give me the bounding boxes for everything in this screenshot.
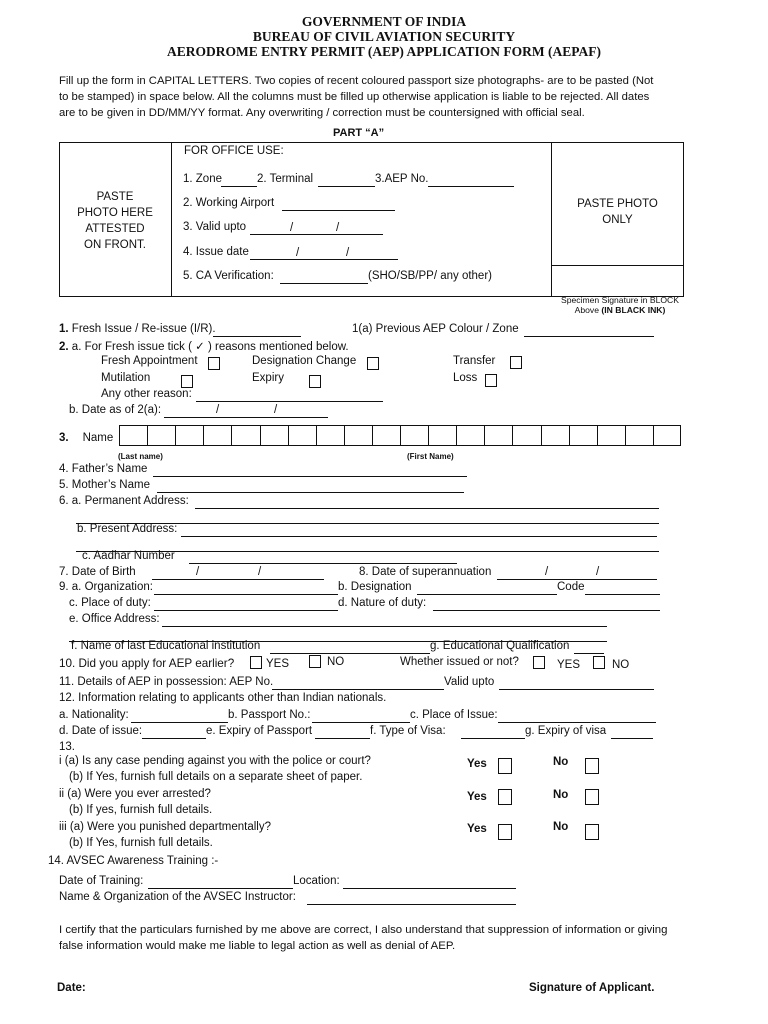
arrested-details: (b) If yes, furnish full details. — [69, 804, 213, 816]
terminal-label: 2. Terminal — [257, 173, 314, 185]
ca-verification-field[interactable] — [280, 283, 368, 284]
name-char-divider — [372, 426, 373, 445]
police-case-details: (b) If Yes, furnish full details on a separate sheet of paper. — [69, 771, 363, 783]
mothers-name-field[interactable] — [157, 492, 464, 493]
q1-label: Fresh Issue / Re-issue (I/R). — [71, 323, 216, 335]
dob-field[interactable] — [152, 579, 324, 580]
police-case-question: i (a) Is any case pending against you with the police or court? — [59, 755, 371, 767]
place-of-issue-field[interactable] — [498, 722, 656, 723]
divider — [171, 142, 172, 297]
q11-label: 11. Details of AEP in possession: AEP No. — [59, 676, 274, 688]
prev-aep-label: 1(a) Previous AEP Colour / Zone — [352, 323, 519, 335]
permanent-address-field[interactable] — [195, 508, 659, 509]
edu-institution-label: f. Name of last Educational institution — [71, 640, 261, 652]
expiry-checkbox[interactable] — [309, 375, 321, 388]
q2-label: ) reasons mentioned below. — [207, 341, 349, 353]
name-char-divider — [231, 426, 232, 445]
name-char-divider — [512, 426, 513, 445]
name-char-divider — [203, 426, 204, 445]
date-as-label: b. Date as of 2(a): — [69, 404, 162, 416]
yes-label: Yes — [467, 758, 487, 770]
fresh-appointment-label: Fresh Appointment — [101, 355, 198, 367]
applied-no-label: NO — [327, 656, 345, 668]
prev-aep-field[interactable] — [524, 336, 654, 337]
valid-upto-label: 3. Valid upto — [183, 221, 247, 233]
instructor-field[interactable] — [307, 904, 516, 905]
punished-details: (b) If Yes, furnish full details. — [69, 837, 213, 849]
edu-institution-field[interactable] — [270, 653, 430, 654]
divider — [551, 142, 552, 297]
q2 — [59, 339, 349, 353]
arrested-yes-checkbox[interactable] — [498, 789, 512, 805]
date-label: Date: — [57, 982, 86, 994]
fathers-name-label: 4. Father’s Name — [59, 463, 148, 475]
issued-no-checkbox[interactable] — [593, 656, 605, 669]
q11-valid-label: Valid upto — [444, 676, 495, 688]
working-airport-field[interactable] — [282, 210, 395, 211]
mutilation-label: Mutilation — [101, 372, 151, 384]
passport-no-label: b. Passport No.: — [228, 709, 311, 721]
issued-yes-label: YES — [557, 659, 581, 671]
instructor-label: Name & Organization of the AVSEC Instructor: — [59, 891, 296, 903]
transfer-checkbox[interactable] — [510, 356, 522, 369]
punished-question: iii (a) Were you punished departmentally? — [59, 821, 272, 833]
signature-label[interactable]: Signature of Applicant. — [529, 982, 655, 994]
organization-field[interactable] — [154, 594, 338, 595]
date-as-field[interactable] — [164, 417, 328, 418]
code-label: Code — [557, 581, 585, 593]
slash: / — [196, 566, 200, 578]
name-char-divider — [456, 426, 457, 445]
part-label: PART “A” — [333, 127, 385, 139]
q-num: 2. — [59, 341, 69, 353]
punished-yes-checkbox[interactable] — [498, 824, 512, 840]
ca-verification-options: (SHO/SB/PP/ any other) — [368, 270, 492, 282]
aadhar-label: c. Aadhar Number — [82, 550, 175, 562]
q12-label: 12. Information relating to applicants other than Indian nationals. — [59, 692, 387, 704]
training-location-field[interactable] — [343, 888, 516, 889]
place-of-issue-label: c. Place of Issue: — [410, 709, 498, 721]
designation-field[interactable] — [417, 594, 557, 595]
specimen-text: (IN BLACK INK) — [601, 305, 666, 315]
photo-attested-area[interactable] — [62, 189, 168, 253]
name-char-divider — [653, 426, 654, 445]
fathers-name-field[interactable] — [153, 476, 467, 477]
other-reason-field[interactable] — [196, 401, 383, 402]
applied-no-checkbox[interactable] — [309, 655, 321, 668]
yes-label: Yes — [467, 823, 487, 835]
nationality-label: a. Nationality: — [59, 709, 129, 721]
punished-no-checkbox[interactable] — [585, 824, 599, 840]
photo-text: ON FRONT. — [84, 239, 146, 251]
mothers-name-label: 5. Mother’s Name — [59, 479, 150, 491]
passport-expiry-field[interactable] — [315, 738, 370, 739]
ca-verification-label: 5. CA Verification: — [183, 270, 274, 282]
specimen-text: Specimen Signature in BLOCK — [561, 295, 679, 305]
photo-text: PASTE — [96, 191, 134, 203]
photo-text: PASTE PHOTO — [577, 198, 658, 210]
tick-icon: ✓ — [195, 341, 205, 353]
slash: / — [216, 404, 220, 416]
valid-upto-field[interactable] — [250, 234, 383, 235]
aadhar-field[interactable] — [189, 563, 457, 564]
arrested-no-checkbox[interactable] — [585, 789, 599, 805]
signature-divider — [551, 265, 684, 266]
q11-valid-field[interactable] — [499, 689, 654, 690]
place-of-duty-field[interactable] — [154, 610, 338, 611]
photo-paste-area[interactable] — [553, 196, 682, 228]
slash: / — [274, 404, 278, 416]
name-label: Name — [82, 432, 114, 444]
nationality-field[interactable] — [131, 722, 228, 723]
date-of-issue-label: d. Date of issue: — [59, 725, 143, 737]
no-label: No — [553, 756, 569, 768]
q10-label: 10. Did you apply for AEP earlier? — [59, 657, 235, 670]
q1 — [59, 323, 216, 335]
applied-yes-checkbox[interactable] — [250, 656, 262, 669]
training-date-field[interactable] — [148, 888, 293, 889]
name-char-divider — [147, 426, 148, 445]
transfer-label: Transfer — [453, 355, 496, 367]
office-address-label: e. Office Address: — [69, 613, 160, 625]
slash: / — [336, 222, 340, 234]
name-char-divider — [569, 426, 570, 445]
form-title: AERODROME ENTRY PERMIT (AEP) APPLICATION FORM (AEPAF) — [166, 44, 601, 59]
place-of-duty-label: c. Place of duty: — [69, 597, 151, 609]
name-char-divider — [484, 426, 485, 445]
q3 — [59, 432, 113, 444]
superannuation-field[interactable] — [497, 579, 657, 580]
office-address-field[interactable] — [162, 626, 607, 627]
q14-label: 14. AVSEC Awareness Training :- — [48, 855, 219, 867]
permanent-address-label: 6. a. Permanent Address: — [59, 495, 189, 507]
q13-num: 13. — [59, 741, 75, 753]
passport-no-field[interactable] — [312, 722, 410, 723]
slash: / — [596, 566, 600, 578]
issue-date-field[interactable] — [250, 259, 398, 260]
police-case-no-checkbox[interactable] — [585, 758, 599, 774]
issued-label: Whether issued or not? — [400, 656, 519, 668]
fresh-appointment-checkbox[interactable] — [208, 357, 220, 370]
instructions: Fill up the form in CAPITAL LETTERS. Two copies of recent coloured passport size photographs- are to be pasted (Not to be stamped) in space below. All the columns must be filled up otherwise application is liable to be rejected. All dates are to be given in DD/MM/YY format. Any overwriting / correction must be countersigned with official seal. — [59, 75, 654, 120]
name-char-divider — [541, 426, 542, 445]
visa-type-field[interactable] — [461, 738, 525, 739]
photo-text: PHOTO HERE — [77, 207, 153, 219]
slash: / — [545, 566, 549, 578]
slash: / — [296, 247, 300, 259]
applied-yes-label: YES — [266, 658, 290, 670]
zone-label: 1. Zone — [183, 173, 222, 185]
mutilation-checkbox[interactable] — [181, 375, 193, 388]
specimen-signature-note — [549, 295, 691, 315]
aep-no-possession-field[interactable] — [272, 689, 444, 690]
designation-change-label: Designation Change — [252, 355, 357, 367]
designation-label: b. Designation — [338, 581, 412, 593]
yes-label: Yes — [467, 791, 487, 803]
slash: / — [346, 247, 350, 259]
designation-change-checkbox[interactable] — [367, 357, 379, 370]
loss-label: Loss — [453, 372, 478, 384]
zone-field[interactable] — [221, 186, 257, 187]
q2-label: a. For Fresh issue tick ( — [71, 341, 192, 353]
loss-checkbox[interactable] — [485, 374, 497, 387]
name-char-divider — [175, 426, 176, 445]
issue-type-field[interactable] — [213, 336, 301, 337]
visa-expiry-label: g. Expiry of visa — [525, 725, 607, 737]
police-case-yes-checkbox[interactable] — [498, 758, 512, 774]
first-name-caption: (First Name) — [407, 452, 454, 461]
no-label: No — [553, 821, 569, 833]
last-name-caption: (Last name) — [118, 452, 163, 461]
nature-of-duty-label: d. Nature of duty: — [338, 597, 427, 609]
expiry-label: Expiry — [252, 372, 284, 384]
slash: / — [290, 222, 294, 234]
nature-of-duty-field[interactable] — [433, 610, 660, 611]
qualification-label: g. Educational Qualification — [430, 640, 570, 652]
visa-type-label: f. Type of Visa: — [370, 725, 446, 737]
name-char-divider — [625, 426, 626, 445]
photo-text: ONLY — [602, 214, 633, 226]
slash: / — [258, 566, 262, 578]
certification-statement: I certify that the particulars furnished by me above are correct, I also understand that suppression of information or giving false information would make me liable to legal action as well as denial of AEP. — [59, 924, 668, 952]
qualification-field[interactable] — [574, 653, 604, 654]
q-num: 1. — [59, 323, 69, 335]
specimen-text: Above — [574, 305, 599, 315]
header-line-2: BUREAU OF CIVIL AVIATION SECURITY — [252, 29, 516, 44]
present-address-field[interactable] — [181, 536, 657, 537]
training-location-label: Location: — [293, 875, 340, 887]
office-use-title: FOR OFFICE USE: — [184, 145, 284, 157]
arrested-question: ii (a) Were you ever arrested? — [59, 788, 211, 800]
photo-text: ATTESTED — [85, 223, 145, 235]
dob-label: 7. Date of Birth — [59, 566, 136, 578]
date-of-issue-field[interactable] — [142, 738, 206, 739]
aep-no-field[interactable] — [428, 186, 514, 187]
header-line-1: GOVERNMENT OF INDIA — [301, 14, 467, 29]
issued-yes-checkbox[interactable] — [533, 656, 545, 669]
name-char-divider — [428, 426, 429, 445]
issue-date-label: 4. Issue date — [183, 246, 249, 258]
visa-expiry-field[interactable] — [611, 738, 653, 739]
name-char-divider — [597, 426, 598, 445]
working-airport-label: 2. Working Airport — [183, 197, 275, 209]
organization-label: 9. a. Organization: — [59, 581, 153, 593]
name-char-divider — [400, 426, 401, 445]
q-num: 3. — [59, 432, 69, 444]
present-address-label: b. Present Address: — [77, 523, 178, 535]
name-char-divider — [288, 426, 289, 445]
code-field[interactable] — [585, 594, 660, 595]
other-reason-label: Any other reason: — [101, 388, 192, 400]
name-char-divider — [260, 426, 261, 445]
name-char-divider — [316, 426, 317, 445]
no-label: No — [553, 789, 569, 801]
terminal-field[interactable] — [318, 186, 375, 187]
name-grid[interactable] — [119, 425, 681, 446]
name-char-divider — [344, 426, 345, 445]
training-date-label: Date of Training: — [59, 875, 144, 887]
aep-no-label: 3.AEP No. — [375, 173, 429, 185]
passport-expiry-label: e. Expiry of Passport — [206, 725, 313, 737]
superannuation-label: 8. Date of superannuation — [359, 566, 492, 578]
issued-no-label: NO — [612, 659, 630, 671]
